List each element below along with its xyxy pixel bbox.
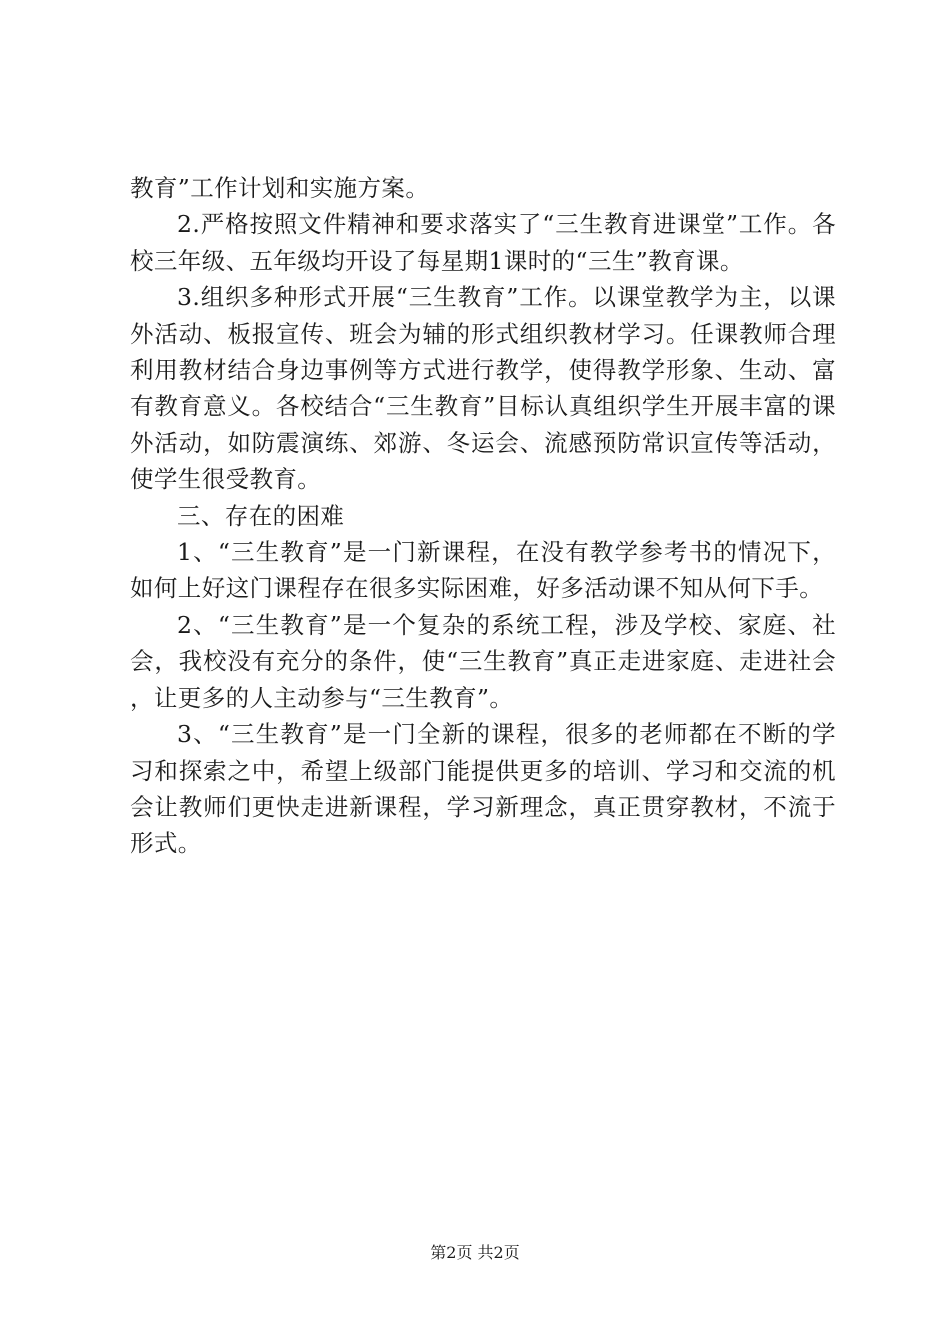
paragraph-item-2: 2.严格按照文件精神和要求落实了“三生教育进课堂”工作。各校三年级、五年级均开设了每星期1课时的“三生”教育课。: [130, 210, 836, 275]
section-heading-difficulties: 三、存在的困难: [177, 501, 345, 530]
paragraph-difficulty-2: 2、“三生教育”是一个复杂的系统工程，涉及学校、家庭、社会，我校没有充分的条件，使“三生教育”真正走进家庭、走进社会，让更多的人主动参与“三生教育”。: [130, 610, 836, 712]
paragraph-difficulty-1: 1、“三生教育”是一门新课程，在没有教学参考书的情况下，如何上好这门课程存在很多实际困难，好多活动课不知从何下手。: [130, 538, 836, 603]
paragraph-item-3: 3.组织多种形式开展“三生教育”工作。以课堂教学为主，以课外活动、板报宣传、班会为辅的形式组织教材学习。任课教师合理利用教材结合身边事例等方式进行教学，使得教学形象、生动、富有教育意义。各校结合“三生教育”目标认真组织学生开展丰富的课外活动，如防震演练、郊游、冬运会、流感预防常识宣传等活动，使学生很受教育。: [130, 283, 836, 494]
paragraph-difficulty-3: 3、“三生教育”是一门全新的课程，很多的老师都在不断的学习和探索之中，希望上级部门能提供更多的培训、学习和交流的机会让教师们更快走进新课程，学习新理念，真正贯穿教材，不流于形式。: [130, 720, 836, 858]
page-footer: [0, 1242, 950, 1264]
paragraph-continuation: 教育”工作计划和实施方案。: [130, 174, 430, 202]
document-body: [130, 170, 836, 862]
page-number-label: 第2页 共2页: [430, 1243, 520, 1262]
